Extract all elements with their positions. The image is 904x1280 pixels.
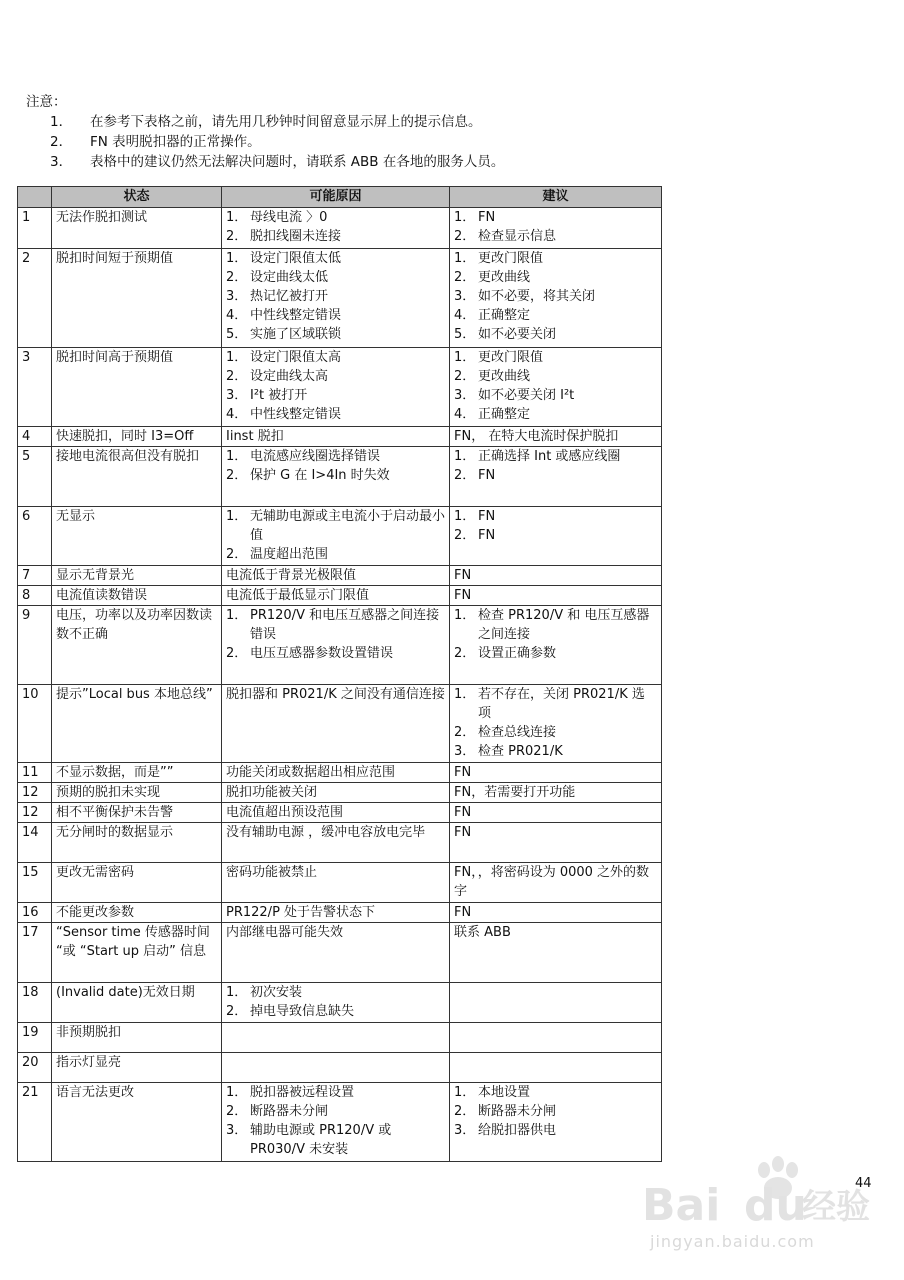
row-number: 12: [18, 803, 52, 823]
state-cell: 快速脱扣，同时 I3=Off: [52, 427, 222, 447]
list-item: 2． FN: [454, 468, 496, 483]
list-item: 1． 无辅助电源或主电流小于启动最小值: [226, 509, 446, 543]
list-item: 2． 检查显示信息: [454, 229, 557, 244]
state-cell: “Sensor time 传感器时间 “或 “Start up 启动” 信息: [52, 923, 222, 983]
note-number: 1．: [50, 114, 73, 130]
header-state: 状态: [52, 187, 222, 208]
table-row: [18, 249, 662, 348]
table-header-row: [18, 187, 662, 208]
list-item: 2． 检查总线连接: [454, 725, 557, 740]
advice-cell: FN，，将密码设为 0000 之外的数字: [450, 863, 662, 903]
state-cell: 脱扣时间短于预期值: [52, 249, 222, 348]
state-cell: 非预期脱扣: [52, 1023, 222, 1053]
list-item: 1． 检查 PR120/V 和 电压互感器之间连接: [454, 608, 650, 642]
table-row: [18, 427, 662, 447]
state-cell: 接地电流很高但没有脱扣: [52, 447, 222, 507]
state-cell: 无分闸时的数据显示: [52, 823, 222, 863]
list-item: 2． 温度超出范围: [226, 547, 329, 562]
list-item: 2． 断路器未分闸: [226, 1104, 329, 1119]
advice-cell: FN: [450, 566, 662, 586]
list-item: 4． 正确整定: [454, 407, 531, 422]
list-item: 2． 设定曲线太低: [226, 270, 329, 285]
list-item: 2． 更改曲线: [454, 369, 531, 384]
cause-cell: 密码功能被禁止: [222, 863, 450, 903]
cause-cell: [222, 606, 450, 685]
table-row: [18, 1083, 662, 1162]
list-item: 1． 若不存在，关闭 PR021/K 选项: [454, 687, 645, 721]
state-cell: 显示无背景光: [52, 566, 222, 586]
row-number: 19: [18, 1023, 52, 1053]
list-item: 3． 辅助电源或 PR120/V 或 PR030/V 未安装: [226, 1123, 392, 1157]
advice-cell: FN: [450, 763, 662, 783]
note-item: [50, 112, 666, 132]
cause-cell: [222, 1083, 450, 1162]
cause-cell: Iinst 脱扣: [222, 427, 450, 447]
row-number: 14: [18, 823, 52, 863]
cause-cell: 内部继电器可能失效: [222, 923, 450, 983]
svg-text:经验: 经验: [802, 1187, 870, 1227]
note-number: 3．: [50, 154, 73, 170]
notes-section: [26, 92, 666, 172]
list-item: 5． 如不必要关闭: [454, 327, 557, 342]
state-cell: 脱扣时间高于预期值: [52, 348, 222, 427]
table-row: [18, 606, 662, 685]
table-row: [18, 586, 662, 606]
list-item: 2． 电压互感器参数设置错误: [226, 646, 394, 661]
state-cell: 不能更改参数: [52, 903, 222, 923]
table-row: [18, 923, 662, 983]
table-row: [18, 983, 662, 1023]
list-item: 2． 设定曲线太高: [226, 369, 329, 384]
header-index: [18, 187, 52, 208]
svg-text:Bai: Bai: [642, 1180, 721, 1231]
cause-cell: [222, 983, 450, 1023]
list-item: 2． 更改曲线: [454, 270, 531, 285]
row-number: 9: [18, 606, 52, 685]
state-cell: 语言无法更改: [52, 1083, 222, 1162]
list-item: 1． 设定门限值太高: [226, 350, 342, 365]
list-item: 2． 掉电导致信息缺失: [226, 1004, 355, 1019]
table-row: [18, 803, 662, 823]
table-row: [18, 507, 662, 566]
list-item: 5． 实施了区域联锁: [226, 327, 342, 342]
row-number: 12: [18, 783, 52, 803]
advice-cell: [450, 348, 662, 427]
state-cell: 电压，功率以及功率因数读数不正确: [52, 606, 222, 685]
note-item: [50, 132, 666, 152]
state-cell: 电流值读数错误: [52, 586, 222, 606]
troubleshooting-table: [17, 186, 662, 1162]
list-item: 1． 更改门限值: [454, 350, 544, 365]
table-row: [18, 1023, 662, 1053]
cause-cell: [222, 208, 450, 249]
cause-cell: 功能关闭或数据超出相应范围: [222, 763, 450, 783]
state-cell: 指示灯显亮: [52, 1053, 222, 1083]
table-row: [18, 863, 662, 903]
advice-cell: [450, 606, 662, 685]
state-cell: 不显示数据，而是””: [52, 763, 222, 783]
state-cell: 无法作脱扣测试: [52, 208, 222, 249]
list-item: 1． PR120/V 和电压互感器之间连接错误: [226, 608, 440, 642]
list-item: 1． 设定门限值太低: [226, 251, 342, 266]
list-item: 2． 脱扣线圈未连接: [226, 229, 342, 244]
state-cell: 相不平衡保护未告警: [52, 803, 222, 823]
cause-cell: 电流值超出预设范围: [222, 803, 450, 823]
row-number: 7: [18, 566, 52, 586]
row-number: 6: [18, 507, 52, 566]
list-item: 1． FN: [454, 210, 496, 225]
row-number: 2: [18, 249, 52, 348]
row-number: 10: [18, 685, 52, 763]
state-cell: 提示”Local bus 本地总线”: [52, 685, 222, 763]
note-text: 表格中的建议仍然无法解决问题时，请联系 ABB 在各地的服务人员。: [90, 154, 505, 170]
cause-cell: 脱扣功能被关闭: [222, 783, 450, 803]
list-item: 3． 给脱扣器供电: [454, 1123, 557, 1138]
list-item: 2． 保护 G 在 I>4In 时失效: [226, 468, 390, 483]
watermark-url: jingyan.baidu.com: [650, 1232, 815, 1251]
advice-cell: [450, 1053, 662, 1083]
list-item: 3． 热记忆被打开: [226, 289, 329, 304]
list-item: 3． 如不必要关闭 I²t: [454, 388, 575, 403]
cause-cell: [222, 249, 450, 348]
list-item: 2． FN: [454, 528, 496, 543]
cause-cell: 没有辅助电源 ，缓冲电容放电完毕: [222, 823, 450, 863]
note-number: 2．: [50, 134, 73, 150]
table-row: [18, 208, 662, 249]
list-item: 2． 设置正确参数: [454, 646, 557, 661]
list-item: 1． 脱扣器被远程设置: [226, 1085, 355, 1100]
state-cell: (Invalid date)无效日期: [52, 983, 222, 1023]
list-item: 1． 母线电流 〉0: [226, 210, 328, 225]
advice-cell: FN: [450, 823, 662, 863]
advice-cell: [450, 1023, 662, 1053]
list-item: 1． FN: [454, 509, 496, 524]
list-item: 2． 断路器未分闸: [454, 1104, 557, 1119]
table-row: [18, 783, 662, 803]
row-number: 8: [18, 586, 52, 606]
table-row: [18, 348, 662, 427]
advice-cell: [450, 507, 662, 566]
advice-cell: FN， 在特大电流时保护脱扣: [450, 427, 662, 447]
cause-cell: [222, 1053, 450, 1083]
list-item: 1． 电流感应线圈选择错误: [226, 449, 381, 464]
cause-cell: [222, 447, 450, 507]
list-item: 1． 更改门限值: [454, 251, 544, 266]
list-item: 4． 正确整定: [454, 308, 531, 323]
row-number: 20: [18, 1053, 52, 1083]
svg-text:du: du: [744, 1180, 807, 1231]
state-cell: 无显示: [52, 507, 222, 566]
advice-cell: [450, 447, 662, 507]
list-item: 3． 检查 PR021/K: [454, 744, 563, 759]
list-item: 4． 中性线整定错误: [226, 407, 342, 422]
row-number: 11: [18, 763, 52, 783]
table-row: [18, 763, 662, 783]
row-number: 16: [18, 903, 52, 923]
list-item: 3． I²t 被打开: [226, 388, 308, 403]
advice-cell: [450, 249, 662, 348]
advice-cell: [450, 1083, 662, 1162]
cause-cell: [222, 348, 450, 427]
row-number: 4: [18, 427, 52, 447]
header-advice: 建议: [450, 187, 662, 208]
row-number: 15: [18, 863, 52, 903]
advice-cell: [450, 208, 662, 249]
table-row: [18, 685, 662, 763]
row-number: 17: [18, 923, 52, 983]
table-row: [18, 823, 662, 863]
cause-cell: [222, 507, 450, 566]
advice-cell: FN: [450, 586, 662, 606]
table-row: [18, 903, 662, 923]
page-number: 44: [855, 1176, 872, 1191]
cause-cell: PR122/P 处于告警状态下: [222, 903, 450, 923]
advice-cell: FN: [450, 903, 662, 923]
advice-cell: FN，若需要打开功能: [450, 783, 662, 803]
advice-cell: 联系 ABB: [450, 923, 662, 983]
list-item: 1． 初次安装: [226, 985, 303, 1000]
list-item: 1． 本地设置: [454, 1085, 531, 1100]
note-item: [50, 152, 666, 172]
state-cell: 预期的脱扣未实现: [52, 783, 222, 803]
cause-cell: 电流低于背景光极限值: [222, 566, 450, 586]
state-cell: 更改无需密码: [52, 863, 222, 903]
note-text: FN 表明脱扣器的正常操作。: [90, 134, 261, 150]
advice-cell: [450, 685, 662, 763]
list-item: 3． 如不必要，将其关闭: [454, 289, 596, 304]
row-number: 1: [18, 208, 52, 249]
row-number: 18: [18, 983, 52, 1023]
row-number: 5: [18, 447, 52, 507]
cause-cell: 电流低于最低显示门限值: [222, 586, 450, 606]
table-row: [18, 1053, 662, 1083]
cause-cell: [222, 1023, 450, 1053]
list-item: 1． 正确选择 Int 或感应线圈: [454, 449, 621, 464]
table-row: [18, 566, 662, 586]
header-cause: 可能原因: [222, 187, 450, 208]
row-number: 3: [18, 348, 52, 427]
table-row: [18, 447, 662, 507]
list-item: 4． 中性线整定错误: [226, 308, 342, 323]
notes-heading: 注意：: [26, 94, 67, 110]
note-text: 在参考下表格之前，请先用几秒钟时间留意显示屏上的提示信息。: [90, 114, 482, 130]
advice-cell: FN: [450, 803, 662, 823]
cause-cell: 脱扣器和 PR021/K 之间没有通信连接: [222, 685, 450, 763]
row-number: 21: [18, 1083, 52, 1162]
advice-cell: [450, 983, 662, 1023]
